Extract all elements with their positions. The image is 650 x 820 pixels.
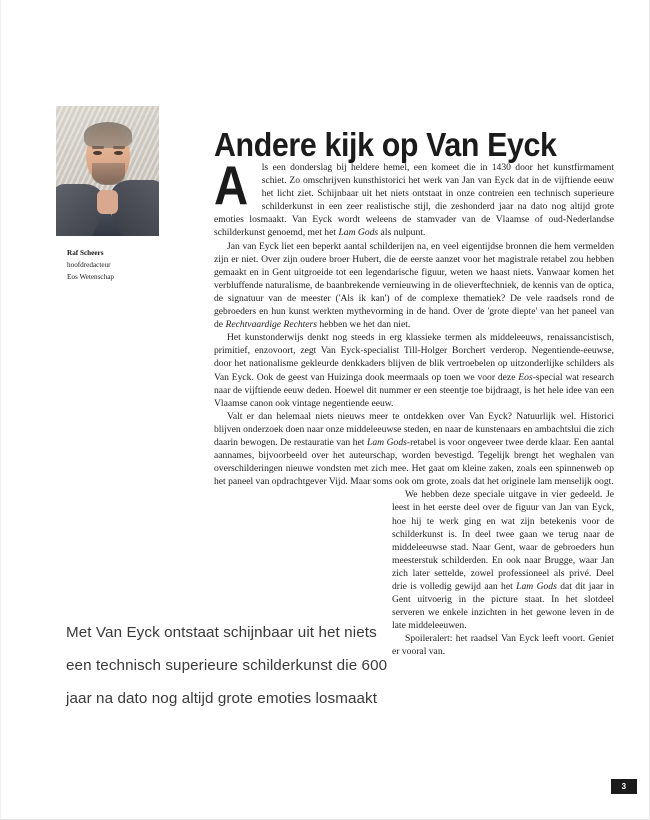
paragraph-3-text: Het kunstonderwijs denkt nog steeds in erg klassieke termen als middeleeuws, renaissancistisch, primitief, enzovoort, zegt Van Eyck-specialist Till-Holger Borchert verderop. Negentiende-eeuwse, door het nationalisme gekleurde denkkaders blijven de blik vertroebelen op uitzonderlijke schilders als Van Eyck. Ook de geest van Huizinga dook meermaals op toen we voor deze — [214, 332, 614, 383]
author-role: hoofdredacteur — [67, 261, 111, 270]
author-byline — [67, 247, 186, 284]
eye-left — [93, 151, 102, 155]
paragraph-3 — [214, 331, 614, 410]
italic-lam-gods-1: Lam Gods — [338, 227, 379, 239]
paragraph-4-tail: -retabel is voor ongeveer twee derde klaar. Een aantal aannames, bijvoorbeeld over het auteurschap, worden bevestigd. Tegelijk brengt het weghalen van overschilderingen nieuwe vondsten met zich mee. Het gaat om kleine zaken, zoals een spinnenweb op het paneel van opdrachtgever Vijd. Maar soms ook om grote, zoals dat het originele lam menselijk oogt. — [214, 436, 614, 488]
paragraph-2 — [214, 240, 614, 332]
author-name: Raf Scheers — [67, 249, 104, 257]
italic-lam-gods-3: Lam Gods — [516, 581, 557, 592]
page-edge — [0, 0, 1, 820]
italic-lam-gods-2: Lam Gods — [367, 436, 407, 448]
beard — [92, 163, 125, 185]
article-body — [214, 154, 615, 684]
author-column — [56, 106, 186, 284]
paragraph-5 — [214, 488, 614, 632]
eye-right — [114, 151, 123, 155]
neck — [97, 190, 118, 214]
page-number-badge: 3 — [611, 779, 637, 794]
author-portrait-photo — [56, 106, 159, 236]
paragraph-2-text: Jan van Eyck liet een beperkt aantal schilderijen na, en veel eigentijdse bronnen die hem vermelden zijn er niet. Over zijn oudere broer Hubert, die de eerste aanzet voor het magistrale retabel zou hebben gemaakt en in Gent uitgroeide tot een legendarische figuur, weten we haast niets. Vanwaar komen het verbluffende naturalisme, de baanbrekende vernieuwing in de olieverftechniek, de kennis van de optica, de signatuur van de meester ('Als ik kan') of de complexe thematiek? De vele raadsels rond de gebroeders en hun kunst werkten mythevorming in de hand. Over de 'grote diepte' van het paneel van de — [214, 240, 614, 331]
page-title: Andere kijk op Van Eyck — [214, 126, 557, 164]
eyebrow-left — [92, 146, 104, 149]
hair — [84, 122, 132, 148]
drop-cap: A — [214, 154, 249, 216]
paragraph-6-text: Spoileralert: het raadsel Van Eyck leeft voort. Geniet er vooral van. — [392, 633, 614, 658]
paragraph-5-text: We hebben deze speciale uitgave in vier gedeeld. Je leest in het eerste deel over de figuur van Jan van Eyck, hoe hij te werk ging en wat zijn betekenis voor de schilderkunst is. In deel twee gaan we terug naar de middeleeuwse stad. Naar Gent, waar de gebroeders hun meesterstuk schilderden. En ook naar Brugge, waar Jan zich later settelde, zowel professioneel als privé. Deel drie is volledig gewijd aan het — [392, 489, 614, 592]
paragraph-1-tail: als nulpunt. — [378, 227, 426, 239]
italic-eos: Eos — [518, 371, 533, 383]
paragraph-4-text: Valt er dan helemaal niets nieuws meer te ontdekken over Van Eyck? Natuurlijk wel. Historici blijven onderzoek doen naar onze middeleeuwse steden, en naar de kunstenaars en ambachtslui die zich daarin bewogen. De restauratie van het — [214, 410, 614, 448]
paragraph-1 — [214, 154, 614, 240]
italic-rechtvaardige-rechters: Rechtvaardige Rechters — [225, 319, 318, 331]
paragraph-5-tail: dat dit jaar in Gent uitvoerig in the picture staat. In het slotdeel serveren we enkele inzichten in het gewone leven in de late middeleeuwen. — [392, 581, 615, 632]
folio-rule — [596, 779, 612, 794]
paragraph-3-tail: -special wat research naar de vijftiende eeuw deden. Hoewel dit nummer er een steentje toe bijdraagt, is het hele idee van een Vlaamse canon ook vintage negentiende eeuw. — [214, 371, 615, 409]
eyebrow-right — [113, 146, 125, 149]
pull-quote: Met Van Eyck ontstaat schijnbaar uit het niets een technisch superieure schilderkunst die 600 jaar na dato nog altijd grote emoties losmaakt — [66, 624, 388, 707]
paragraph-2-tail: hebben we het dan niet. — [317, 319, 411, 331]
paragraph-1-text: ls een donderslag bij heldere hemel, een komeet die in 1430 door het kunstfirmament schiet. Zo omschrijven kunsthistorici het werk van Jan van Eyck dat in de vijftiende eeuw het licht ziet. Schijnbaar uit het niets ontstaat in onze contreien een technisch superieure schilderkunst in een zeer realistische stijl, die zeshonderd jaar na dato nog altijd grote emoties losmaakt. Van Eyck wordt weleens de stamvader van de Vlaamse of oud-Nederlandse schilderkunst genoemd, met het — [214, 162, 614, 239]
author-publication: Eos Wetenschap — [67, 273, 114, 282]
paragraph-4 — [214, 410, 614, 489]
